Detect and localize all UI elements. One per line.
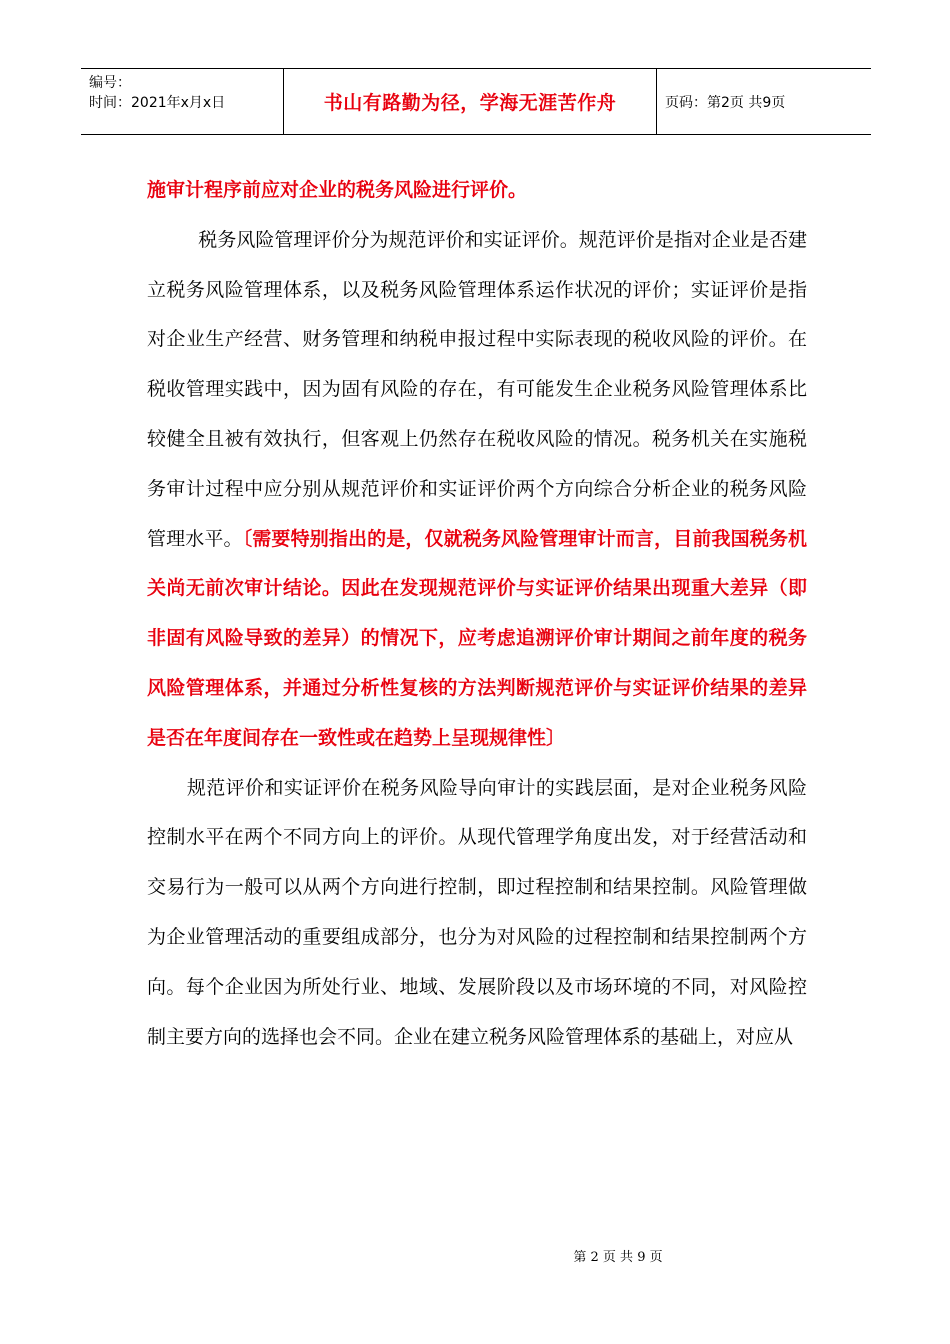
paragraph-1 [147,166,807,216]
header-meta [81,69,284,134]
paragraph-2-text: 税务风险管理评价分为规范评价和实证评价。规范评价是指对企业是否建立税务风险管理体系，以及税务风险管理体系运作状况的评价；实证评价是指对企业生产经营、财务管理和纳税申报过程中实际表现的税收风险的评价。在税收管理实践中，因为固有风险的存在，有可能发生企业税务风险管理体系比较健全且被有效执行，但客观上仍然存在税收风险的情况。税务机关在实施税务审计过程中应分别从规范评价和实证评价两个方向综合分析企业的税务风险管理水平。 [147,228,807,550]
paragraph-3-text: 规范评价和实证评价在税务风险导向审计的实践层面，是对企业税务风险控制水平在两个不同方向上的评价。从现代管理学角度出发，对于经营活动和交易行为一般可以从两个方向进行控制，即过程控制和结果控制。风险管理做为企业管理活动的重要组成部分，也分为对风险的过程控制和结果控制两个方向。每个企业因为所处行业、地域、发展阶段以及市场环境的不同，对风险控制主要方向的选择也会不同。企业在建立税务风险管理体系的基础上，对应从 [147,776,807,1048]
paragraph-3 [147,764,807,1063]
document-body [147,166,807,1062]
doc-number-label: 编号： [89,75,131,91]
doc-time-label: 时间：2021年x月x日 [89,95,226,111]
header-page-info: 页码：第2页 共9页 [665,94,786,111]
paragraph-1-highlight: 施审计程序前应对企业的税务风险进行评价。 [147,179,528,201]
paragraph-2-highlight: 〔需要特别指出的是，仅就税务风险管理审计而言，目前我国税务机关尚无前次审计结论。因此在发现规范评价与实证评价结果出现重大差异（即非固有风险导致的差异）的情况下，应考虑追溯评价审计期间之前年度的税务风险管理体系，并通过分析性复核的方法判断规范评价与实证评价结果的差异是否在年度间存在一致性或在趋势上呈现规律性〕 [147,527,807,749]
page-footer: 第 2 页 共 9 页 [573,1250,663,1265]
document-header [81,68,871,135]
paragraph-2 [147,216,807,764]
header-motto: 书山有路勤为径，学海无涯苦作舟 [284,69,657,134]
